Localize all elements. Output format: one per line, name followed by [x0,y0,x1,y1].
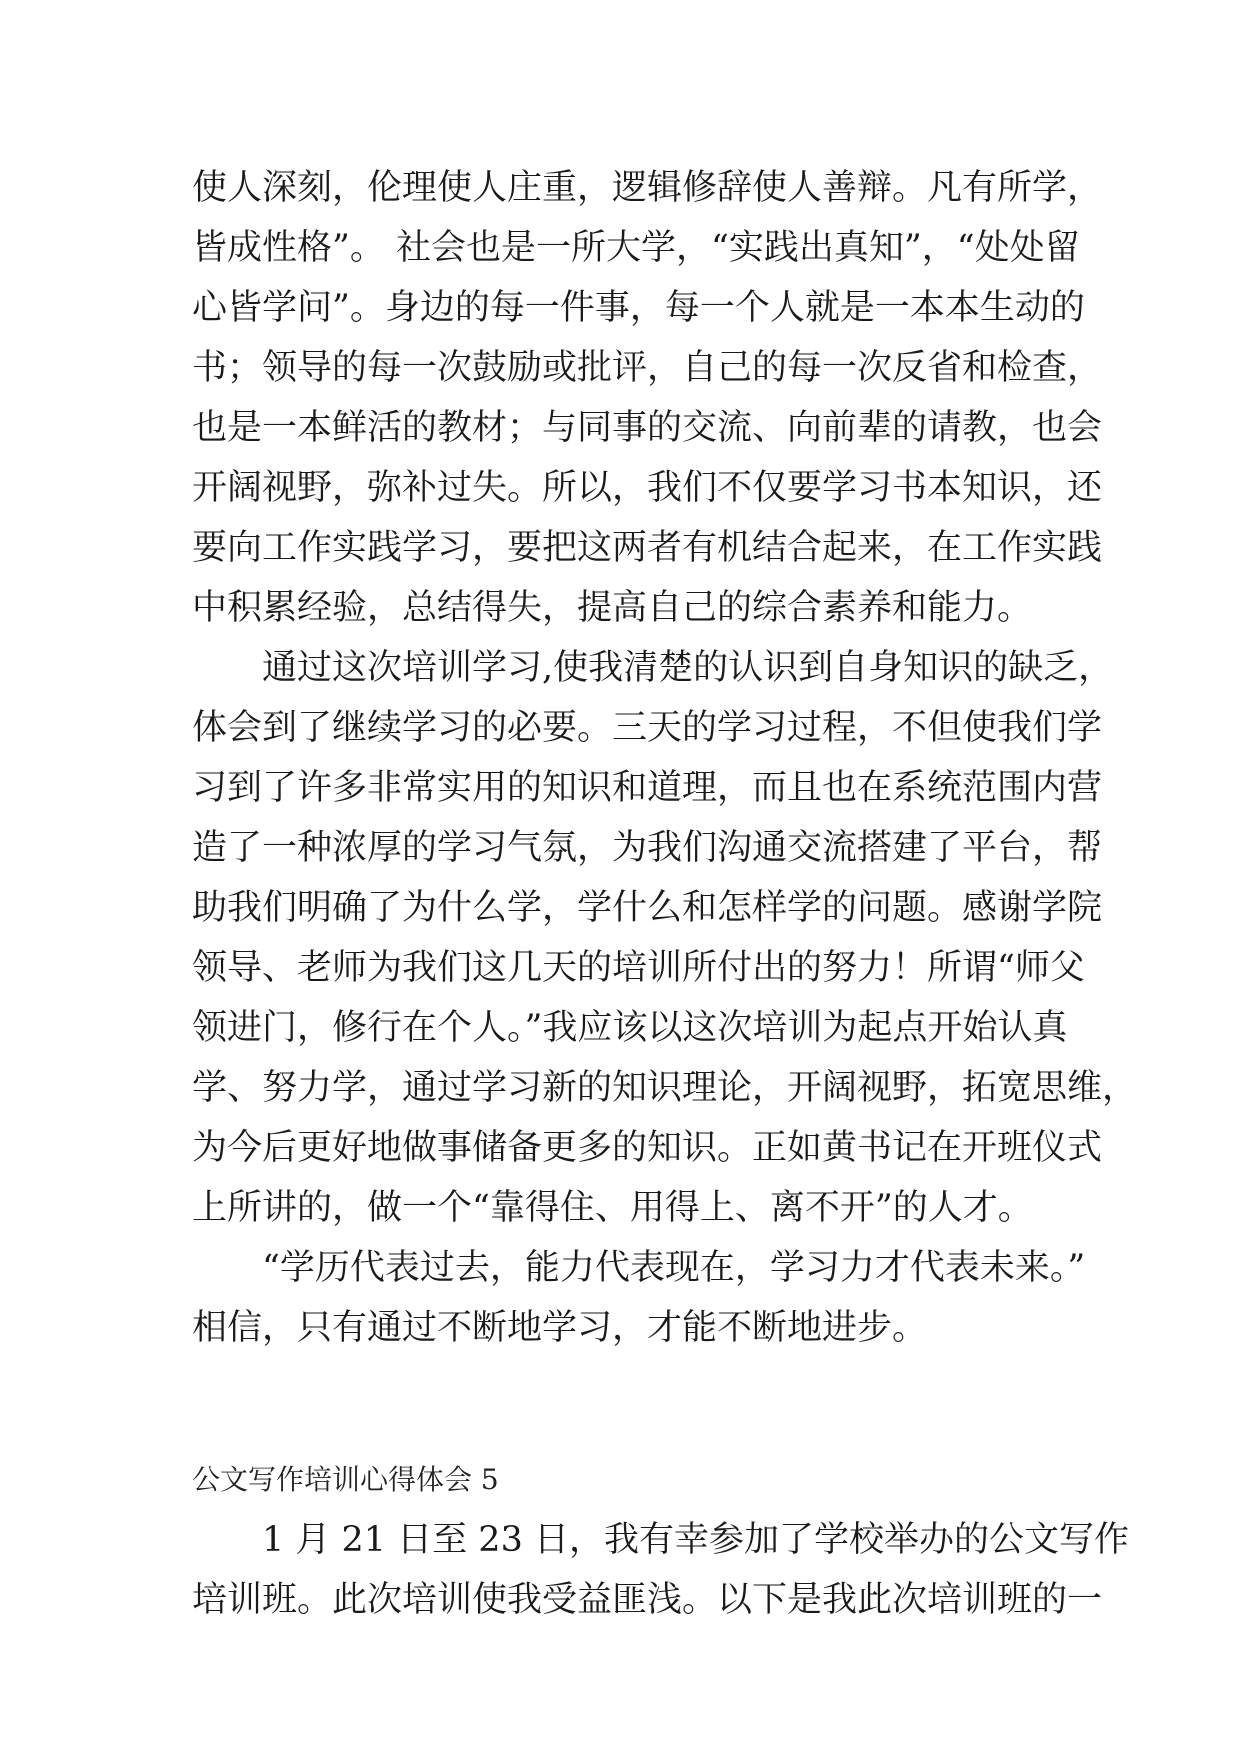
text-line: 皆成性格”。 社会也是一所大学，“实践出真知”，“处处留 [192,228,1080,268]
text-line: 上所讲的，做一个“靠得住、用得上、离不开”的人才。 [192,1188,1033,1228]
section-gap [192,1358,1052,1450]
text-line: 开阔视野，弥补过失。所以，我们不仅要学习书本知识，还 [192,468,1103,508]
section-heading: 公文写作培训心得体会 5 [192,1463,499,1496]
text-line: 也是一本鲜活的教材；与同事的交流、向前辈的请教，也会 [192,408,1103,448]
text-line: 造了一种浓厚的学习气氛，为我们沟通交流搭建了平台，帮 [192,828,1103,868]
document-body [192,158,1138,1630]
text-line: 为今后更好地做事储备更多的知识。正如黄书记在开班仪式 [192,1128,1103,1168]
text-line: 培训班。此次培训使我受益匪浅。以下是我此次培训班的一 [192,1580,1103,1620]
text-line: 心皆学问”。身边的每一件事，每一个人就是一本本生动的 [192,288,1085,328]
paragraph-3 [192,1238,1086,1358]
text-line: 要向工作实践学习，要把这两者有机结合起来，在工作实践 [192,528,1103,568]
text-line: 习到了许多非常实用的知识和道理，而且也在系统范围内营 [192,768,1103,808]
text-line: 相信，只有通过不断地学习，才能不断地进步。 [192,1308,928,1348]
text-line: “学历代表过去，能力代表现在，学习力才代表未来。” [262,1248,1086,1288]
text-line: 体会到了继续学习的必要。三天的学习过程，不但使我们学 [192,708,1103,748]
text-line: 书；领导的每一次鼓励或批评，自己的每一次反省和检查， [192,348,1103,388]
paragraph-1 [192,158,1103,638]
text-line: 使人深刻，伦理使人庄重，逻辑修辞使人善辩。凡有所学， [192,168,1103,208]
paragraph-2 [192,638,1138,1238]
paragraph-4 [192,1510,1129,1630]
text-line: 助我们明确了为什么学，学什么和怎样学的问题。感谢学院 [192,888,1103,928]
text-line: 学、努力学，通过学习新的知识理论，开阔视野，拓宽思维， [192,1068,1138,1108]
text-line: 1 月 21 日至 23 日，我有幸参加了学校举办的公文写作 [262,1520,1129,1560]
text-line: 领进门，修行在个人。”我应该以这次培训为起点开始认真 [192,1008,1068,1048]
text-line: 通过这次培训学习,使我清楚的认识到自身知识的缺乏， [262,648,1114,688]
text-line: 领导、老师为我们这几天的培训所付出的努力！所谓“师父 [192,948,1085,988]
text-line: 中积累经验，总结得失，提高自己的综合素养和能力。 [192,588,1033,628]
